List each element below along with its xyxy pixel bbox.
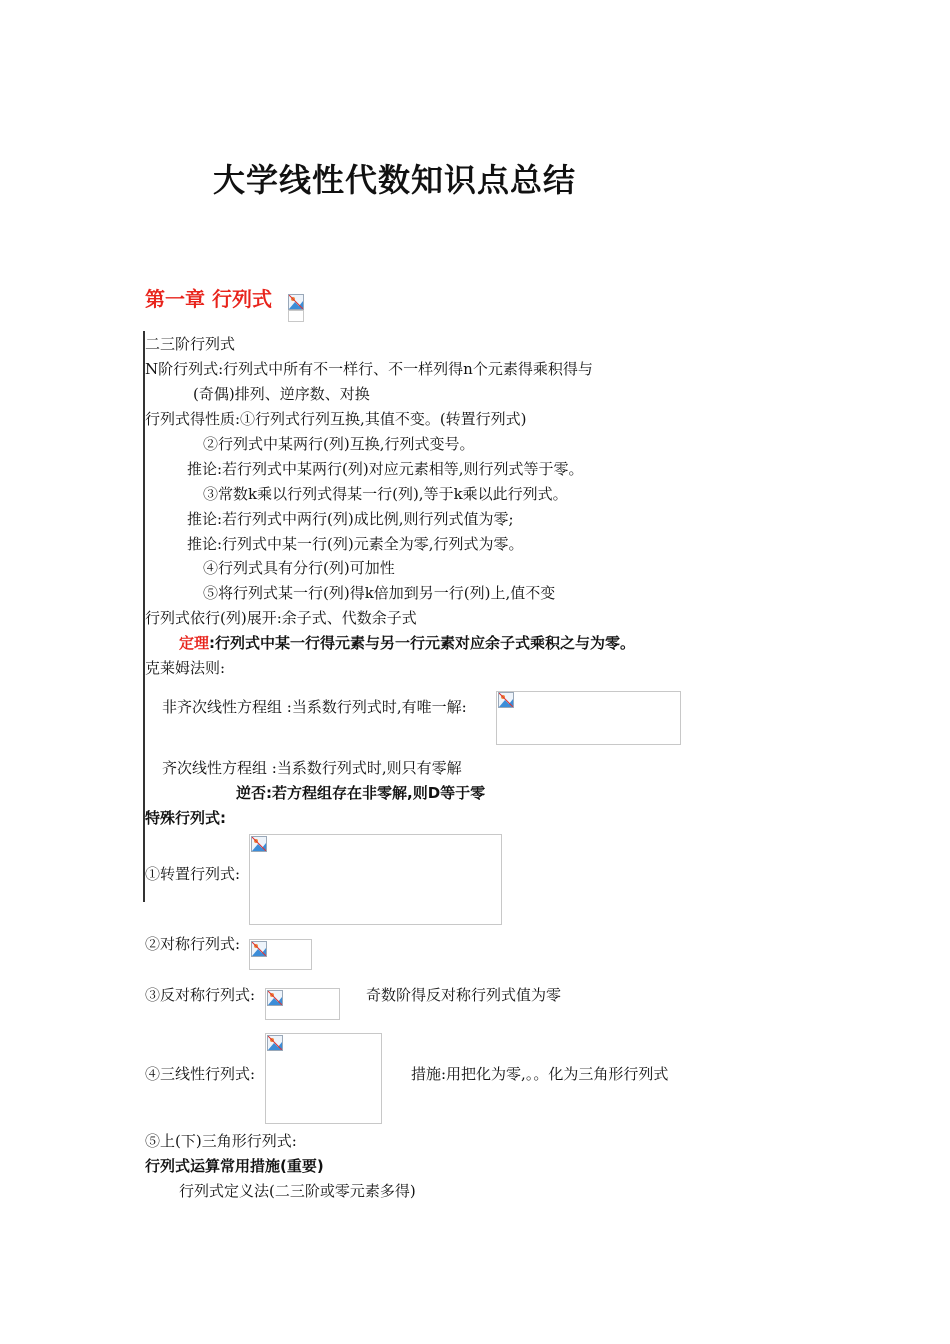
text-line: ②对称行列式: bbox=[145, 935, 241, 953]
broken-image-icon bbox=[498, 692, 514, 708]
text-line: 行列式定义法(二三阶或零元素多得) bbox=[179, 1182, 416, 1200]
text-line: ④行列式具有分行(列)可加性 bbox=[203, 559, 395, 577]
text-line: N阶行列式:行列式中所有不一样行、不一样列得n个元素得乘积得与 bbox=[145, 360, 593, 378]
text-line: 行列式得性质:①行列式行列互换,其值不变。(转置行列式) bbox=[145, 410, 527, 428]
text-line: ①转置行列式: bbox=[145, 865, 241, 883]
image-placeholder bbox=[288, 310, 304, 322]
text-line: (奇偶)排列、逆序数、对换 bbox=[193, 385, 370, 403]
section-heading: 特殊行列式: bbox=[145, 809, 226, 827]
broken-image-icon bbox=[251, 941, 267, 957]
section-heading: 行列式运算常用措施(重要) bbox=[145, 1157, 324, 1175]
text-line: ⑤上(下)三角形行列式: bbox=[145, 1132, 297, 1150]
formula-image bbox=[249, 834, 502, 925]
text-line: 逆否:若方程组存在非零解,则D等于零 bbox=[236, 784, 486, 802]
broken-image-icon bbox=[288, 294, 304, 310]
text-line: 二三阶行列式 bbox=[145, 335, 236, 353]
theorem-line bbox=[179, 633, 635, 653]
text-line: 齐次线性方程组 :当系数行列式时,则只有零解 bbox=[162, 759, 462, 777]
text-line: ③常数k乘以行列式得某一行(列),等于k乘以此行列式。 bbox=[203, 485, 568, 503]
text-line: 克莱姆法则: bbox=[145, 659, 226, 677]
text-line: ④三线性行列式: bbox=[145, 1065, 256, 1083]
text-line: 推论:若行列式中某两行(列)对应元素相等,则行列式等于零。 bbox=[187, 460, 584, 478]
document-title: 大学线性代数知识点总结 bbox=[213, 161, 577, 199]
text-line: ③反对称行列式: bbox=[145, 986, 256, 1004]
text-line: 非齐次线性方程组 :当系数行列式时,有唯一解: bbox=[162, 698, 467, 716]
broken-image-icon bbox=[251, 836, 267, 852]
text-line: ②行列式中某两行(列)互换,行列式变号。 bbox=[203, 435, 475, 453]
theorem-label: 定理 bbox=[179, 634, 210, 652]
theorem-text: :行列式中某一行得元素与另一行元素对应余子式乘积之与为零。 bbox=[209, 634, 636, 652]
text-line: 推论:行列式中某一行(列)元素全为零,行列式为零。 bbox=[187, 535, 524, 553]
text-line: 行列式依行(列)展开:余子式、代数余子式 bbox=[145, 609, 417, 627]
text-line: 推论:若行列式中两行(列)成比例,则行列式值为零; bbox=[187, 510, 514, 528]
text-line: 奇数阶得反对称行列式值为零 bbox=[366, 986, 562, 1004]
text-line: 措施:用把化为零,。。化为三角形行列式 bbox=[411, 1065, 669, 1083]
chapter-heading: 第一章 行列式 bbox=[145, 287, 272, 311]
broken-image-icon bbox=[267, 1035, 283, 1051]
broken-image-icon bbox=[267, 990, 283, 1006]
text-line: ⑤将行列式某一行(列)得k倍加到另一行(列)上,值不变 bbox=[203, 584, 556, 602]
formula-image bbox=[496, 691, 681, 745]
